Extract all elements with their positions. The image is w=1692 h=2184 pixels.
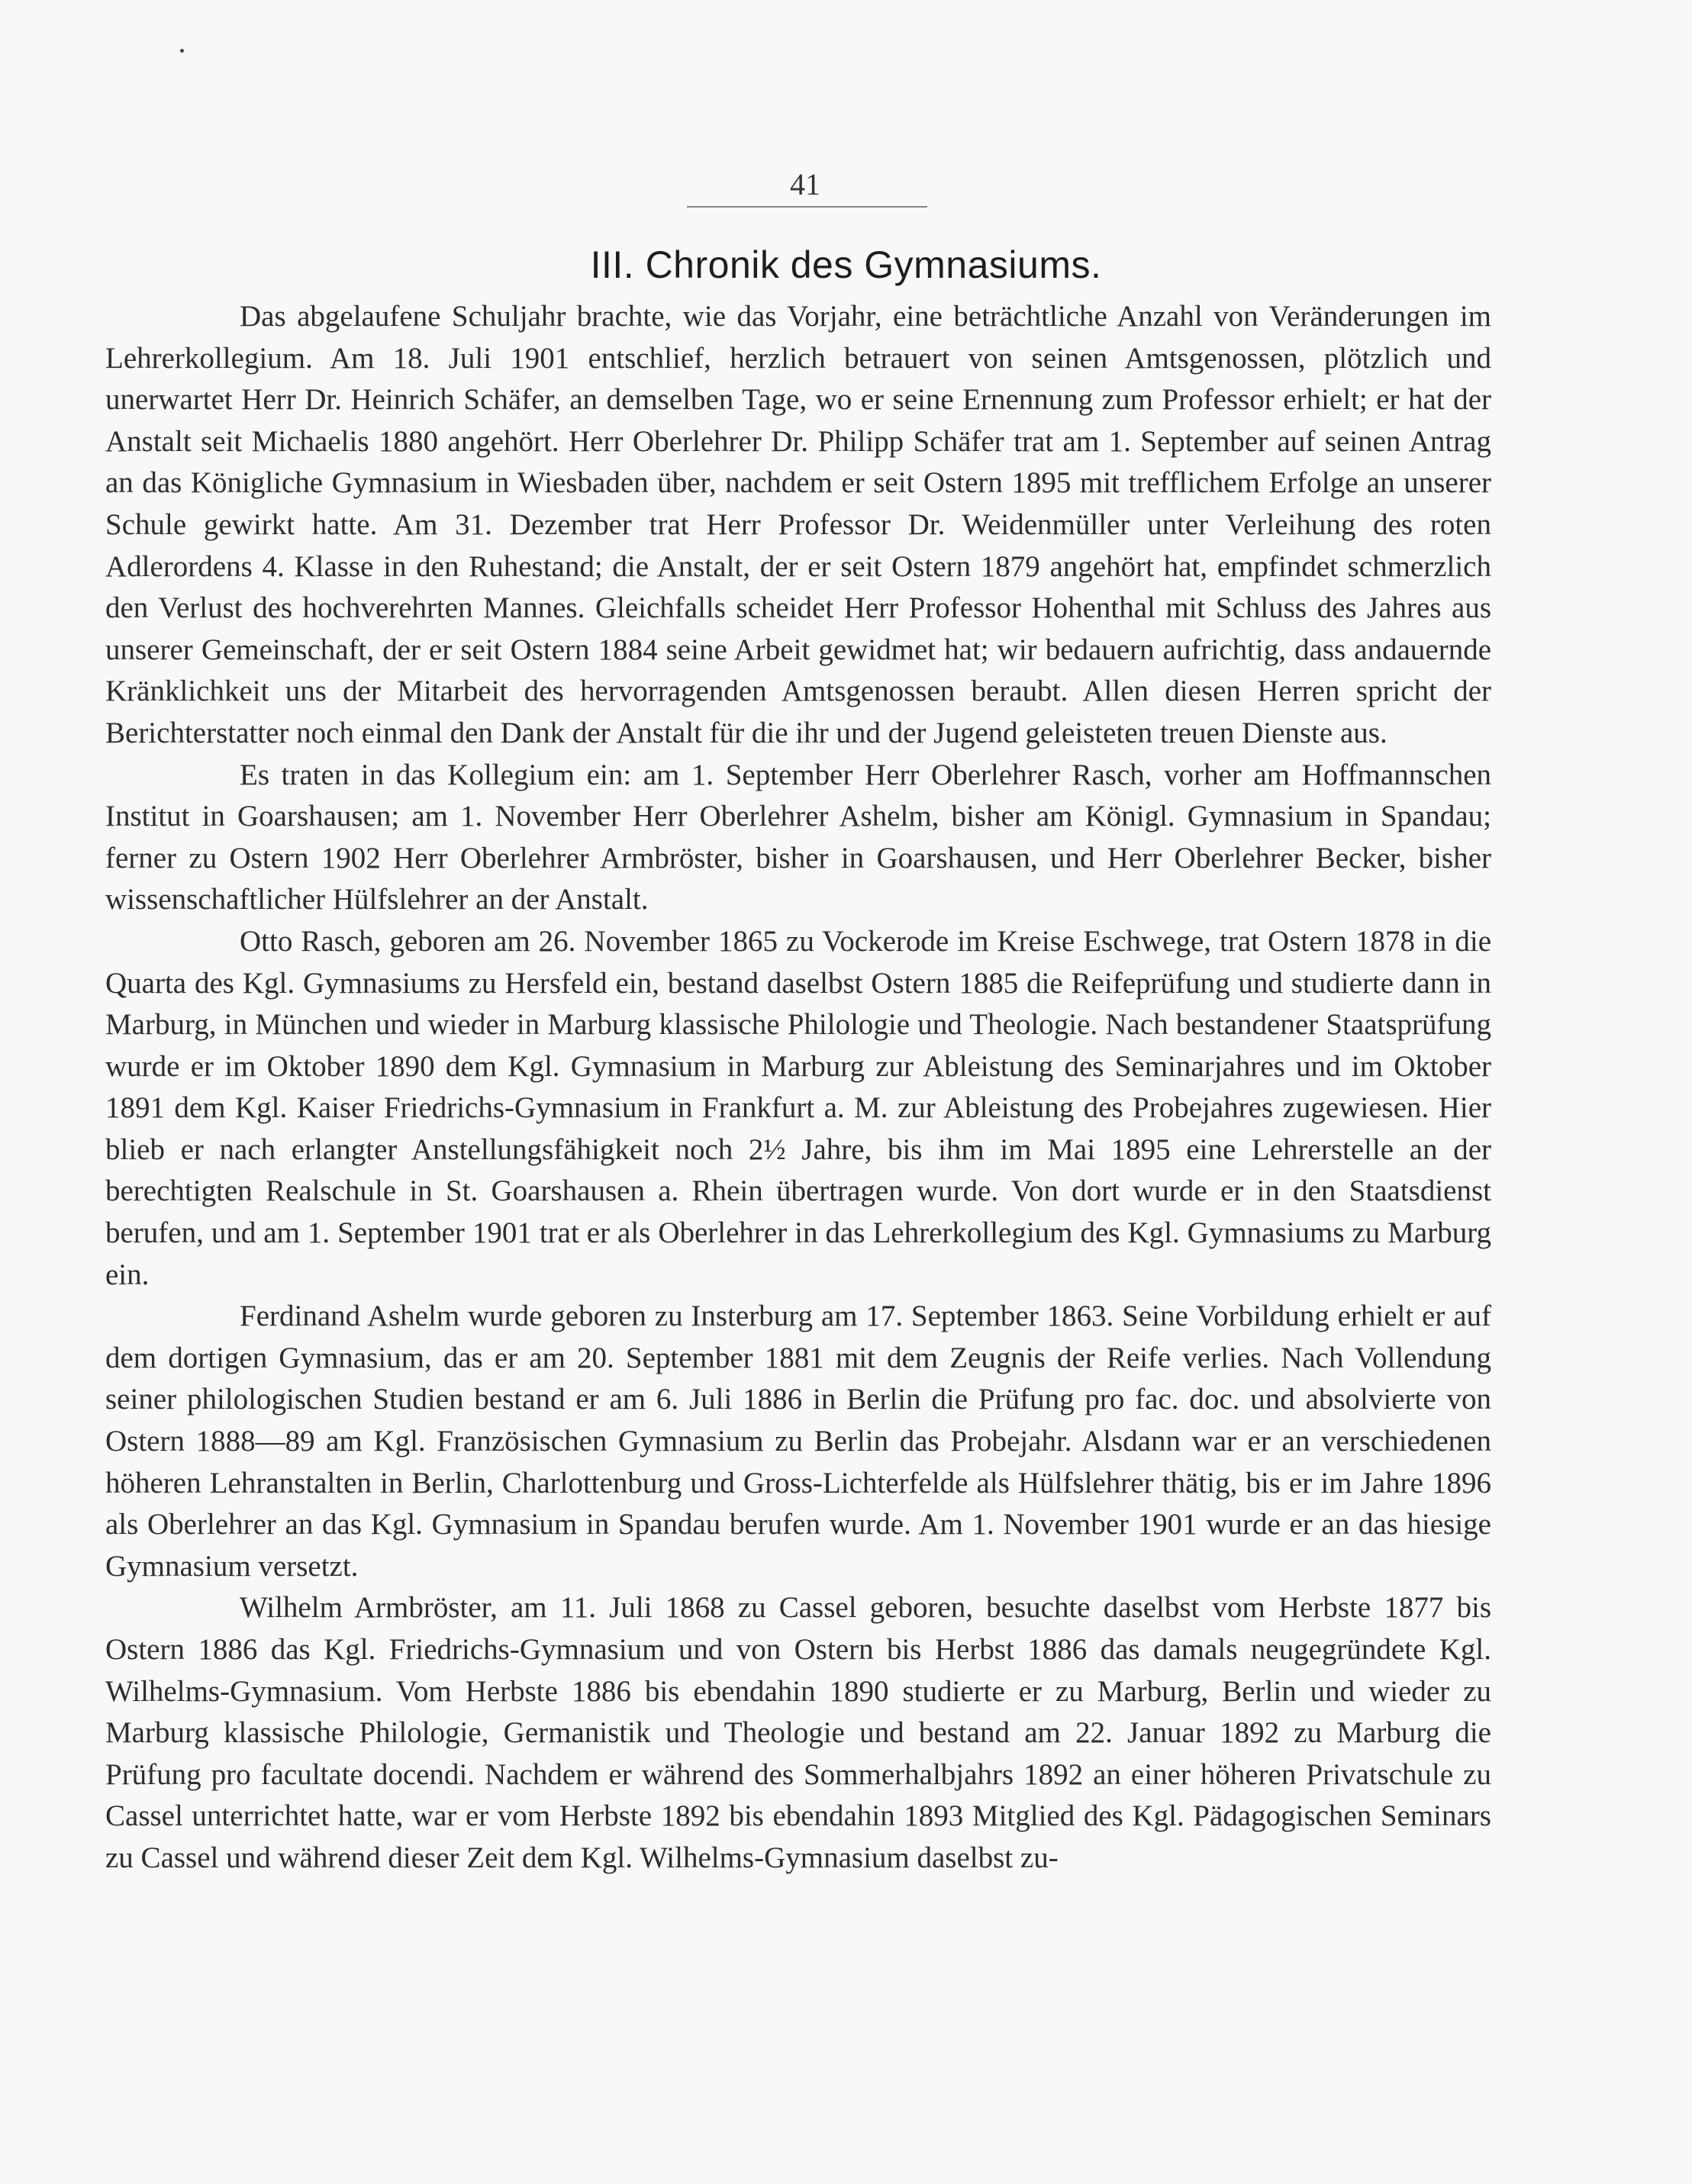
paragraph-wilhelm-armbroester: Wilhelm Armbröster, am 11. Juli 1868 zu Cassel geboren, besuchte daselbst vom Herbste 1877 bis Ostern 1886 das Kgl. Friedrichs-Gymnasium und von Ostern bis Herbst 1886 das damals neugegründete Kgl. Wilhelms-Gymnasium. Vom Herbste 1886 bis ebendahin 1890 studierte er zu Marburg, Berlin und wieder zu Marburg klassische Philologie, Germanistik und Theologie und bestand am 22. Januar 1892 zu Marburg die Prüfung pro facultate docendi. Nachdem er während des Sommerhalbjahrs 1892 an einer höheren Privatschule zu Cassel unterrichtet hatte, war er vom Herbste 1892 bis ebendahin 1893 Mitglied des Kgl. Pädagogischen Seminars zu Cassel und während dieser Zeit dem Kgl. Wilhelms-Gymnasium daselbst zu- [105, 1591, 1491, 1874]
paragraph-ferdinand-ashelm: Ferdinand Ashelm wurde geboren zu Insterburg am 17. September 1863. Seine Vorbildung erhielt er auf dem dortigen Gymnasium, das er am 20. September 1881 mit dem Zeugnis der Reife verlies. Nach Vollendung seiner philologischen Studien bestand er am 6. Juli 1886 in Berlin die Prüfung pro fac. doc. und absolvierte von Ostern 1888—89 am Kgl. Französischen Gymnasium zu Berlin das Probejahr. Alsdann war er an verschiedenen höheren Lehranstalten in Berlin, Charlottenburg und Gross-Lichterfelde als Hülfslehrer thätig, bis er im Jahre 1896 als Oberlehrer an das Kgl. Gymnasium in Spandau berufen wurde. Am 1. November 1901 wurde er an das hiesige Gymnasium versetzt. [105, 1300, 1491, 1583]
paragraph-new-teachers: Es traten in das Kollegium ein: am 1. September Herr Oberlehrer Rasch, vorher am Hoffmannschen Institut in Goarshausen; am 1. November Herr Oberlehrer Ashelm, bisher am Königl. Gymnasium in Spandau; ferner zu Ostern 1902 Herr Oberlehrer Armbröster, bisher in Goarshausen, und Herr Oberlehrer Becker, bisher wissenschaftlicher Hülfslehrer an der Anstalt. [105, 758, 1491, 916]
paragraph-staff-changes: Das abgelaufene Schuljahr brachte, wie das Vorjahr, eine beträchtliche Anzahl von Veränderungen im Lehrerkollegium. Am 18. Juli 1901 entschlief, herzlich betrauert von seinen Amtsgenossen, plötzlich und unerwartet Herr Dr. Heinrich Schäfer, an demselben Tage, wo er seine Ernennung zum Professor erhielt; er hat der Anstalt seit Michaelis 1880 angehört. Herr Oberlehrer Dr. Philipp Schäfer trat am 1. September auf seinen Antrag an das Königliche Gymnasium in Wiesbaden über, nachdem er seit Ostern 1895 mit trefflichem Erfolge an unserer Schule gewirkt hatte. Am 31. Dezember trat Herr Professor Dr. Weidenmüller unter Verleihung des roten Adlerordens 4. Klasse in den Ruhestand; die Anstalt, der er seit Ostern 1879 angehört hat, empfindet schmerzlich den Verlust des hochverehrten Mannes. Gleichfalls scheidet Herr Professor Hohenthal mit Schluss des Jahres aus unserer Gemeinschaft, der er seit Ostern 1884 seine Arbeit gewidmet hat; wir bedauern aufrichtig, dass andauernde Kränklichkeit uns der Mitarbeit des hervorragenden Amtsgenossen beraubt. Allen diesen Herren spricht der Berichterstatter noch einmal den Dank der Anstalt für die ihr und der Jugend geleisteten treuen Dienste aus. [105, 300, 1491, 749]
paragraph-otto-rasch: Otto Rasch, geboren am 26. November 1865 zu Vockerode im Kreise Eschwege, trat Ostern 1878 in die Quarta des Kgl. Gymnasiums zu Hersfeld ein, bestand daselbst Ostern 1885 die Reifeprüfung und studierte dann in Marburg, in München und wieder in Marburg klassische Philologie und Theologie. Nach bestandener Staatsprüfung wurde er im Oktober 1890 dem Kgl. Gymnasium in Marburg zur Ableistung des Seminarjahres und im Oktober 1891 dem Kgl. Kaiser Friedrichs-Gymnasium in Frankfurt a. M. zur Ableistung des Probejahres zugewiesen. Hier blieb er nach erlangter Anstellungsfähigkeit noch 2½ Jahre, bis ihm im Mai 1895 eine Lehrerstelle an der berechtigten Realschule in St. Goarshausen a. Rhein übertragen wurde. Von dort wurde er in den Staatsdienst berufen, und am 1. September 1901 trat er als Oberlehrer in das Lehrerkollegium des Kgl. Gymnasiums zu Marburg ein. [105, 924, 1491, 1291]
section-heading: III. Chronik des Gymnasiums. [590, 243, 1102, 286]
scan-speck [180, 49, 184, 53]
body-text [105, 296, 1491, 1880]
header-rule [687, 206, 927, 208]
page-number: 41 [790, 167, 820, 201]
